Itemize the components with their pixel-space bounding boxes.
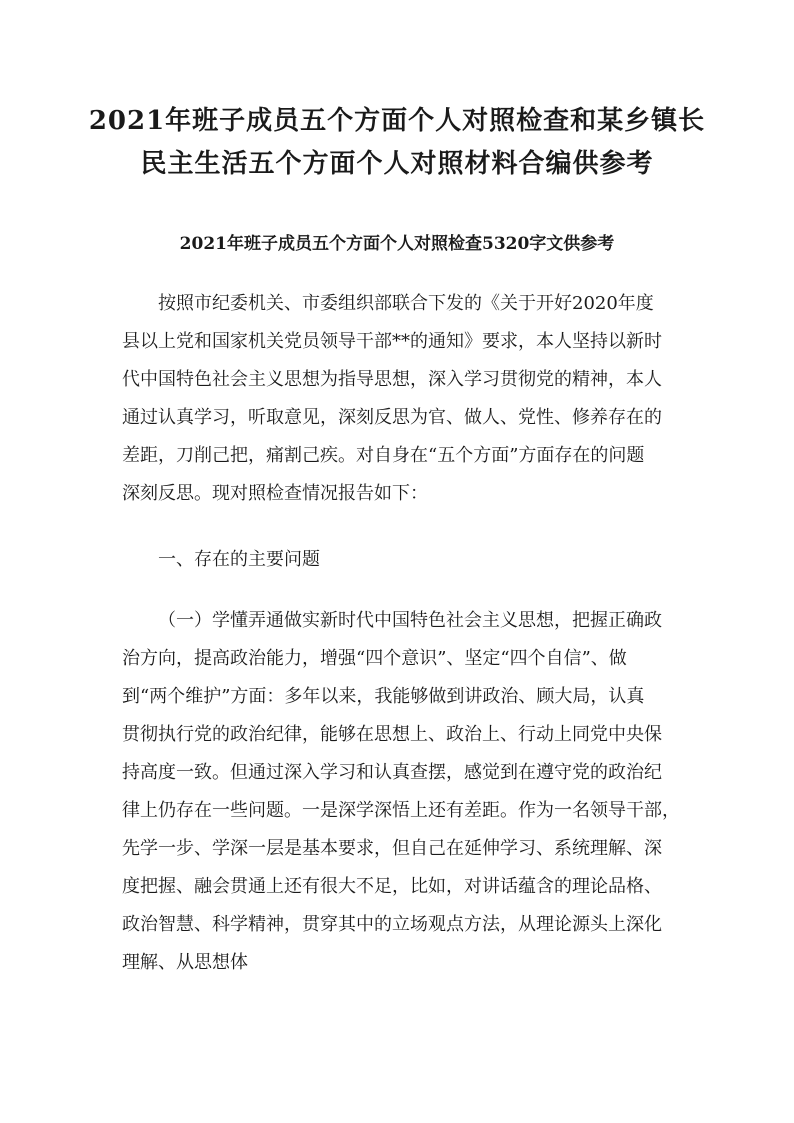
- body-line: 度把握、融会贯通上还有很大不足，比如，对讲话蕴含的理论品格、: [122, 876, 662, 897]
- document-title-line-2: 民主生活五个方面个人对照材料合编供参考: [140, 149, 654, 179]
- body-line: 深刻反思。现对照检查情况报告如下：: [122, 483, 428, 504]
- body-line: 贯彻执行党的政治纪律，能够在思想上、政治上、行动上同党中央保: [122, 724, 662, 745]
- body-line: 到“两个维护”方面：多年以来，我能够做到讲政治、顾大局，认真: [122, 686, 645, 707]
- section-heading: 一、存在的主要问题: [158, 549, 320, 570]
- body-line: 持高度一致。但通过深入学习和认真查摆，感觉到在遵守党的政治纪: [122, 762, 662, 783]
- body-line: 政治智慧、科学精神，贯穿其中的立场观点方法，从理论源头上深化: [122, 914, 662, 935]
- body-line: 先学一步、学深一层是基本要求，但自己在延伸学习、系统理解、深: [122, 838, 662, 859]
- document-title-line-1: 2021年班子成员五个方面个人对照检查和某乡镇长: [88, 106, 706, 136]
- body-line: 治方向，提高政治能力，增强“四个意识”、坚定“四个自信”、做: [122, 648, 627, 669]
- body-line: 差距，刀削己把，痛割己疾。对自身在“五个方面”方面存在的问题: [122, 445, 645, 466]
- body-line: 县以上党和国家机关党员领导干部**的通知》要求，本人坚持以新时: [122, 331, 662, 352]
- document-subtitle: 2021年班子成员五个方面个人对照检查5320字文供参考: [179, 234, 615, 254]
- body-line: 理解、从思想体: [122, 952, 248, 973]
- body-line: 律上仍存在一些问题。一是深学深悟上还有差距。作为一名领导干部，: [122, 800, 680, 821]
- body-line: 代中国特色社会主义思想为指导思想，深入学习贯彻党的精神，本人: [122, 369, 662, 390]
- body-line: 通过认真学习，听取意见，深刻反思为官、做人、党性、修养存在的: [122, 407, 662, 428]
- body-line: （一）学懂弄通做实新时代中国特色社会主义思想，把握正确政: [158, 610, 662, 631]
- body-line: 按照市纪委机关、市委组织部联合下发的《关于开好2020年度: [158, 293, 654, 314]
